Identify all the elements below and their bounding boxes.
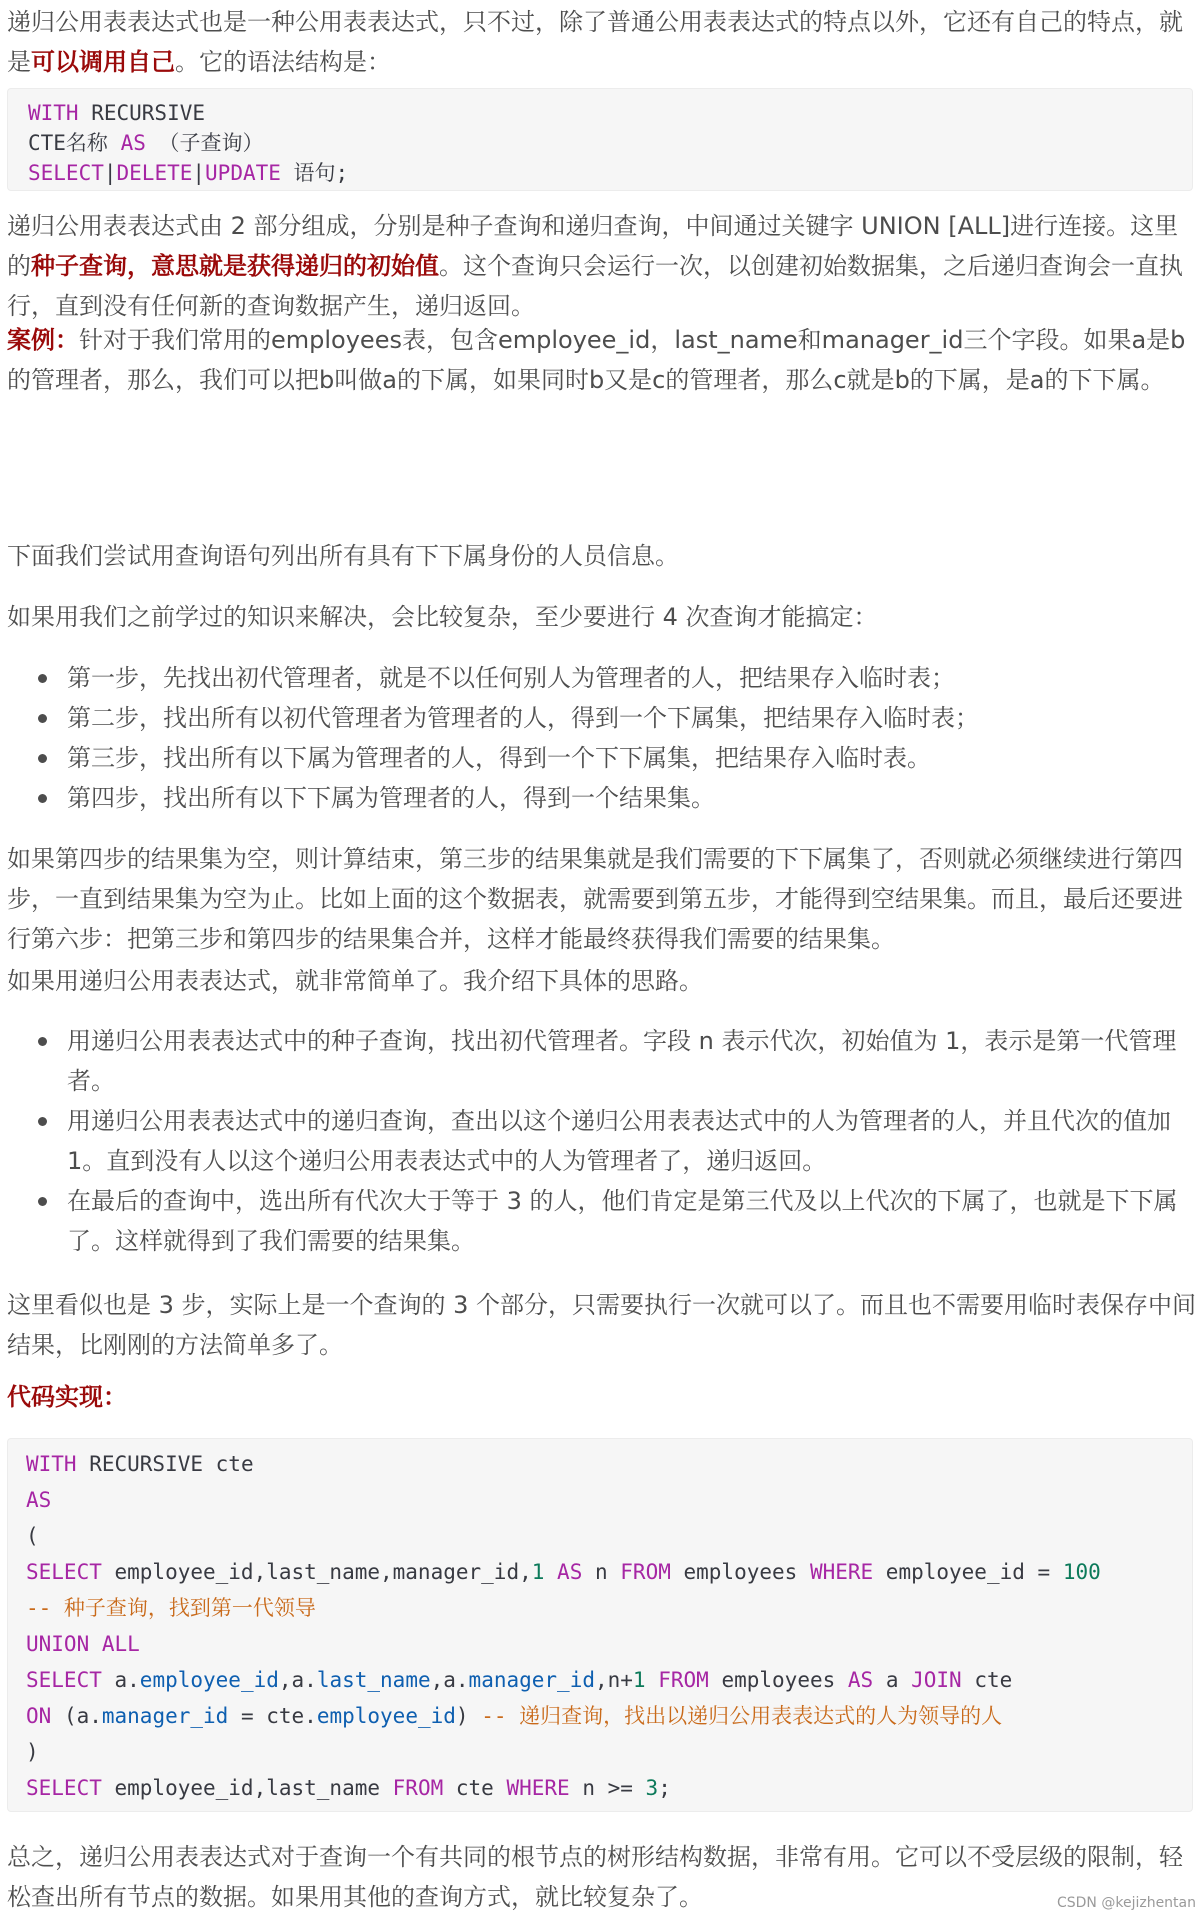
code-keyword: SELECT xyxy=(26,1776,102,1800)
code-property: manager_id xyxy=(468,1668,595,1692)
code-keyword: WHERE xyxy=(809,1560,874,1584)
code-keyword: WITH xyxy=(26,1452,77,1476)
code-text: a xyxy=(873,1668,912,1692)
code-heading: 代码实现： xyxy=(7,1383,127,1411)
code-number: 1 xyxy=(531,1560,545,1584)
code-text: cte xyxy=(443,1776,507,1800)
implementation-code-block xyxy=(7,1438,1193,1812)
code-text: CTE名称 xyxy=(28,131,121,155)
code-keyword: SELECT xyxy=(26,1560,102,1584)
step-item: 第三步，找出所有以下属为管理者的人，得到一个下下属集，把结果存入临时表。 xyxy=(67,738,1197,778)
code-keyword: FROM xyxy=(620,1560,671,1584)
code-text: | xyxy=(192,161,206,185)
code-text: n >= xyxy=(569,1776,646,1800)
conclusion-paragraph: 总之，递归公用表表达式对于查询一个有共同的根节点的树形结构数据，非常有用。它可以不受层级的限制，轻松查出所有节点的数据。如果用其他的查询方式，就比较复杂了。 xyxy=(7,1843,1183,1911)
code-keyword: UPDATE xyxy=(205,161,281,185)
code-text: cte xyxy=(961,1668,1013,1692)
case-label: 案例： xyxy=(7,326,79,354)
composition-highlight: 种子查询，意思就是获得递归的初始值 xyxy=(31,252,439,280)
code-text: employee_id,last_name,manager_id, xyxy=(101,1560,532,1584)
old-approach-paragraph: 如果用我们之前学过的知识来解决，会比较复杂，至少要进行 4 次查询才能搞定： xyxy=(7,603,878,631)
case-paragraph xyxy=(7,320,1197,400)
code-text: （子查询） xyxy=(145,131,264,155)
idea-item: 用递归公用表表达式中的递归查询，查出以这个递归公用表表达式中的人为管理者的人，并且代次的值加 1。直到没有人以这个递归公用表表达式中的人为管理者了，递归返回。 xyxy=(67,1101,1197,1181)
step-item: 第四步，找出所有以下下属为管理者的人，得到一个结果集。 xyxy=(67,778,1197,818)
code-number: 3 xyxy=(645,1776,659,1800)
code-text: employee_id = xyxy=(873,1560,1063,1584)
code-text: ( xyxy=(26,1524,39,1548)
code-line xyxy=(26,1446,1174,1482)
code-text: (a. xyxy=(51,1704,102,1728)
result-paragraph: 如果第四步的结果集为空，则计算结束，第三步的结果集就是我们需要的下下属集了，否则就必须继续进行第四步，一直到结果集为空为止。比如上面的这个数据表，就需要到第五步，才能得到空结果集。而且，最后还要进行第六步：把第三步和第四步的结果集合并，这样才能最终获得我们需要的结果集。 xyxy=(7,845,1183,953)
code-keyword: AS xyxy=(847,1668,874,1692)
code-text: employee_id,last_name xyxy=(101,1776,393,1800)
code-text: ; xyxy=(658,1776,671,1800)
code-keyword: FROM xyxy=(392,1776,444,1800)
code-line xyxy=(26,1770,1174,1806)
code-text: RECURSIVE cte xyxy=(76,1452,254,1476)
code-keyword: AS xyxy=(120,131,146,155)
code-keyword: WHERE xyxy=(506,1776,570,1800)
code-line xyxy=(26,1734,1174,1770)
code-text: ,a. xyxy=(278,1668,317,1692)
ideas-list xyxy=(7,1021,1197,1261)
code-text: a. xyxy=(101,1668,140,1692)
code-text: ,n+ xyxy=(594,1668,633,1692)
code-comment: -- 递归查询，找出以递归公用表表达式的人为领导的人 xyxy=(481,1704,1003,1728)
code-keyword: JOIN xyxy=(911,1668,962,1692)
syntax-code-block xyxy=(7,88,1193,191)
code-keyword: WITH xyxy=(28,101,79,125)
code-line xyxy=(26,1698,1174,1734)
code-text: RECURSIVE xyxy=(78,101,206,125)
code-text: | xyxy=(103,161,117,185)
code-property: employee_id xyxy=(316,1704,456,1728)
code-text: n xyxy=(582,1560,621,1584)
code-keyword: AS xyxy=(26,1488,52,1512)
code-line xyxy=(26,1662,1174,1698)
code-keyword: SELECT xyxy=(26,1668,102,1692)
case-text: 针对于我们常用的employees表，包含employee_id，last_name和manager_id三个字段。如果a是b的管理者，那么，我们可以把b叫做a的下属，如果同时b又是c的管理者，那么c就是b的下属，是a的下下属。 xyxy=(7,326,1186,394)
code-keyword: FROM xyxy=(658,1668,709,1692)
idea-item: 用递归公用表表达式中的种子查询，找出初代管理者。字段 n 表示代次，初始值为 1，表示是第一代管理者。 xyxy=(67,1021,1197,1101)
code-keyword: AS xyxy=(557,1560,583,1584)
code-text: = cte. xyxy=(228,1704,317,1728)
three-parts-paragraph: 这里看似也是 3 步，实际上是一个查询的 3 个部分，只需要执行一次就可以了。而且也不需要用临时表保存中间结果，比刚刚的方法简单多了。 xyxy=(7,1291,1197,1359)
step-item: 第一步，先找出初代管理者，就是不以任何别人为管理者的人，把结果存入临时表； xyxy=(67,658,1197,698)
code-comment: -- 种子查询，找到第一代领导 xyxy=(26,1596,316,1620)
code-property: last_name xyxy=(316,1668,431,1692)
composition-paragraph xyxy=(7,206,1197,326)
code-number: 100 xyxy=(1062,1560,1101,1584)
code-line xyxy=(28,128,1172,158)
steps-list xyxy=(7,658,1197,818)
try-paragraph: 下面我们尝试用查询语句列出所有具有下下属身份的人员信息。 xyxy=(7,542,679,570)
code-line xyxy=(28,158,1172,188)
code-line xyxy=(26,1590,1174,1626)
code-keyword: UNION ALL xyxy=(26,1632,140,1656)
code-line xyxy=(26,1554,1174,1590)
step-item: 第二步，找出所有以初代管理者为管理者的人，得到一个下属集，把结果存入临时表； xyxy=(67,698,1197,738)
code-text: ) xyxy=(26,1740,39,1764)
idea-item: 在最后的查询中，选出所有代次大于等于 3 的人，他们肯定是第三代及以上代次的下属了，也就是下下属了。这样就得到了我们需要的结果集。 xyxy=(67,1181,1197,1261)
composition-text-end: 。这个查询只会运行一次，以创建初始数据集，之后递归查询会一直执行，直到没有任何新的查询数据产生，递归返回。 xyxy=(7,252,1183,320)
recursive-intro-paragraph: 如果用递归公用表表达式，就非常简单了。我介绍下具体的思路。 xyxy=(7,967,703,995)
code-text: 语句; xyxy=(280,161,349,185)
code-line xyxy=(26,1518,1174,1554)
code-line xyxy=(28,98,1172,128)
code-line xyxy=(26,1626,1174,1662)
code-text: employees xyxy=(670,1560,810,1584)
code-text xyxy=(646,1668,659,1692)
code-keyword: ON xyxy=(26,1704,52,1728)
code-text: employees xyxy=(708,1668,848,1692)
code-keyword: DELETE xyxy=(116,161,193,185)
code-keyword: SELECT xyxy=(28,161,104,185)
code-property: employee_id xyxy=(139,1668,279,1692)
code-text: ) xyxy=(455,1704,482,1728)
intro-text: 递归公用表表达式也是一种公用表表达式，只不过，除了普通公用表表达式的特点以外，它还有自己的特点，就是 xyxy=(7,8,1183,76)
intro-text-end: 。它的语法结构是： xyxy=(175,48,391,76)
composition-text: 递归公用表表达式由 2 部分组成，分别是种子查询和递归查询，中间通过关键字 UNION [ALL]进行连接。这里的 xyxy=(7,212,1179,280)
code-line xyxy=(26,1482,1174,1518)
code-number: 1 xyxy=(632,1668,646,1692)
intro-highlight: 可以调用自己 xyxy=(31,48,175,76)
code-text: ,a. xyxy=(430,1668,469,1692)
code-property: manager_id xyxy=(101,1704,229,1728)
csdn-watermark: CSDN @kejizhentan xyxy=(1056,1895,1196,1911)
intro-paragraph xyxy=(7,2,1197,82)
code-text xyxy=(544,1560,557,1584)
